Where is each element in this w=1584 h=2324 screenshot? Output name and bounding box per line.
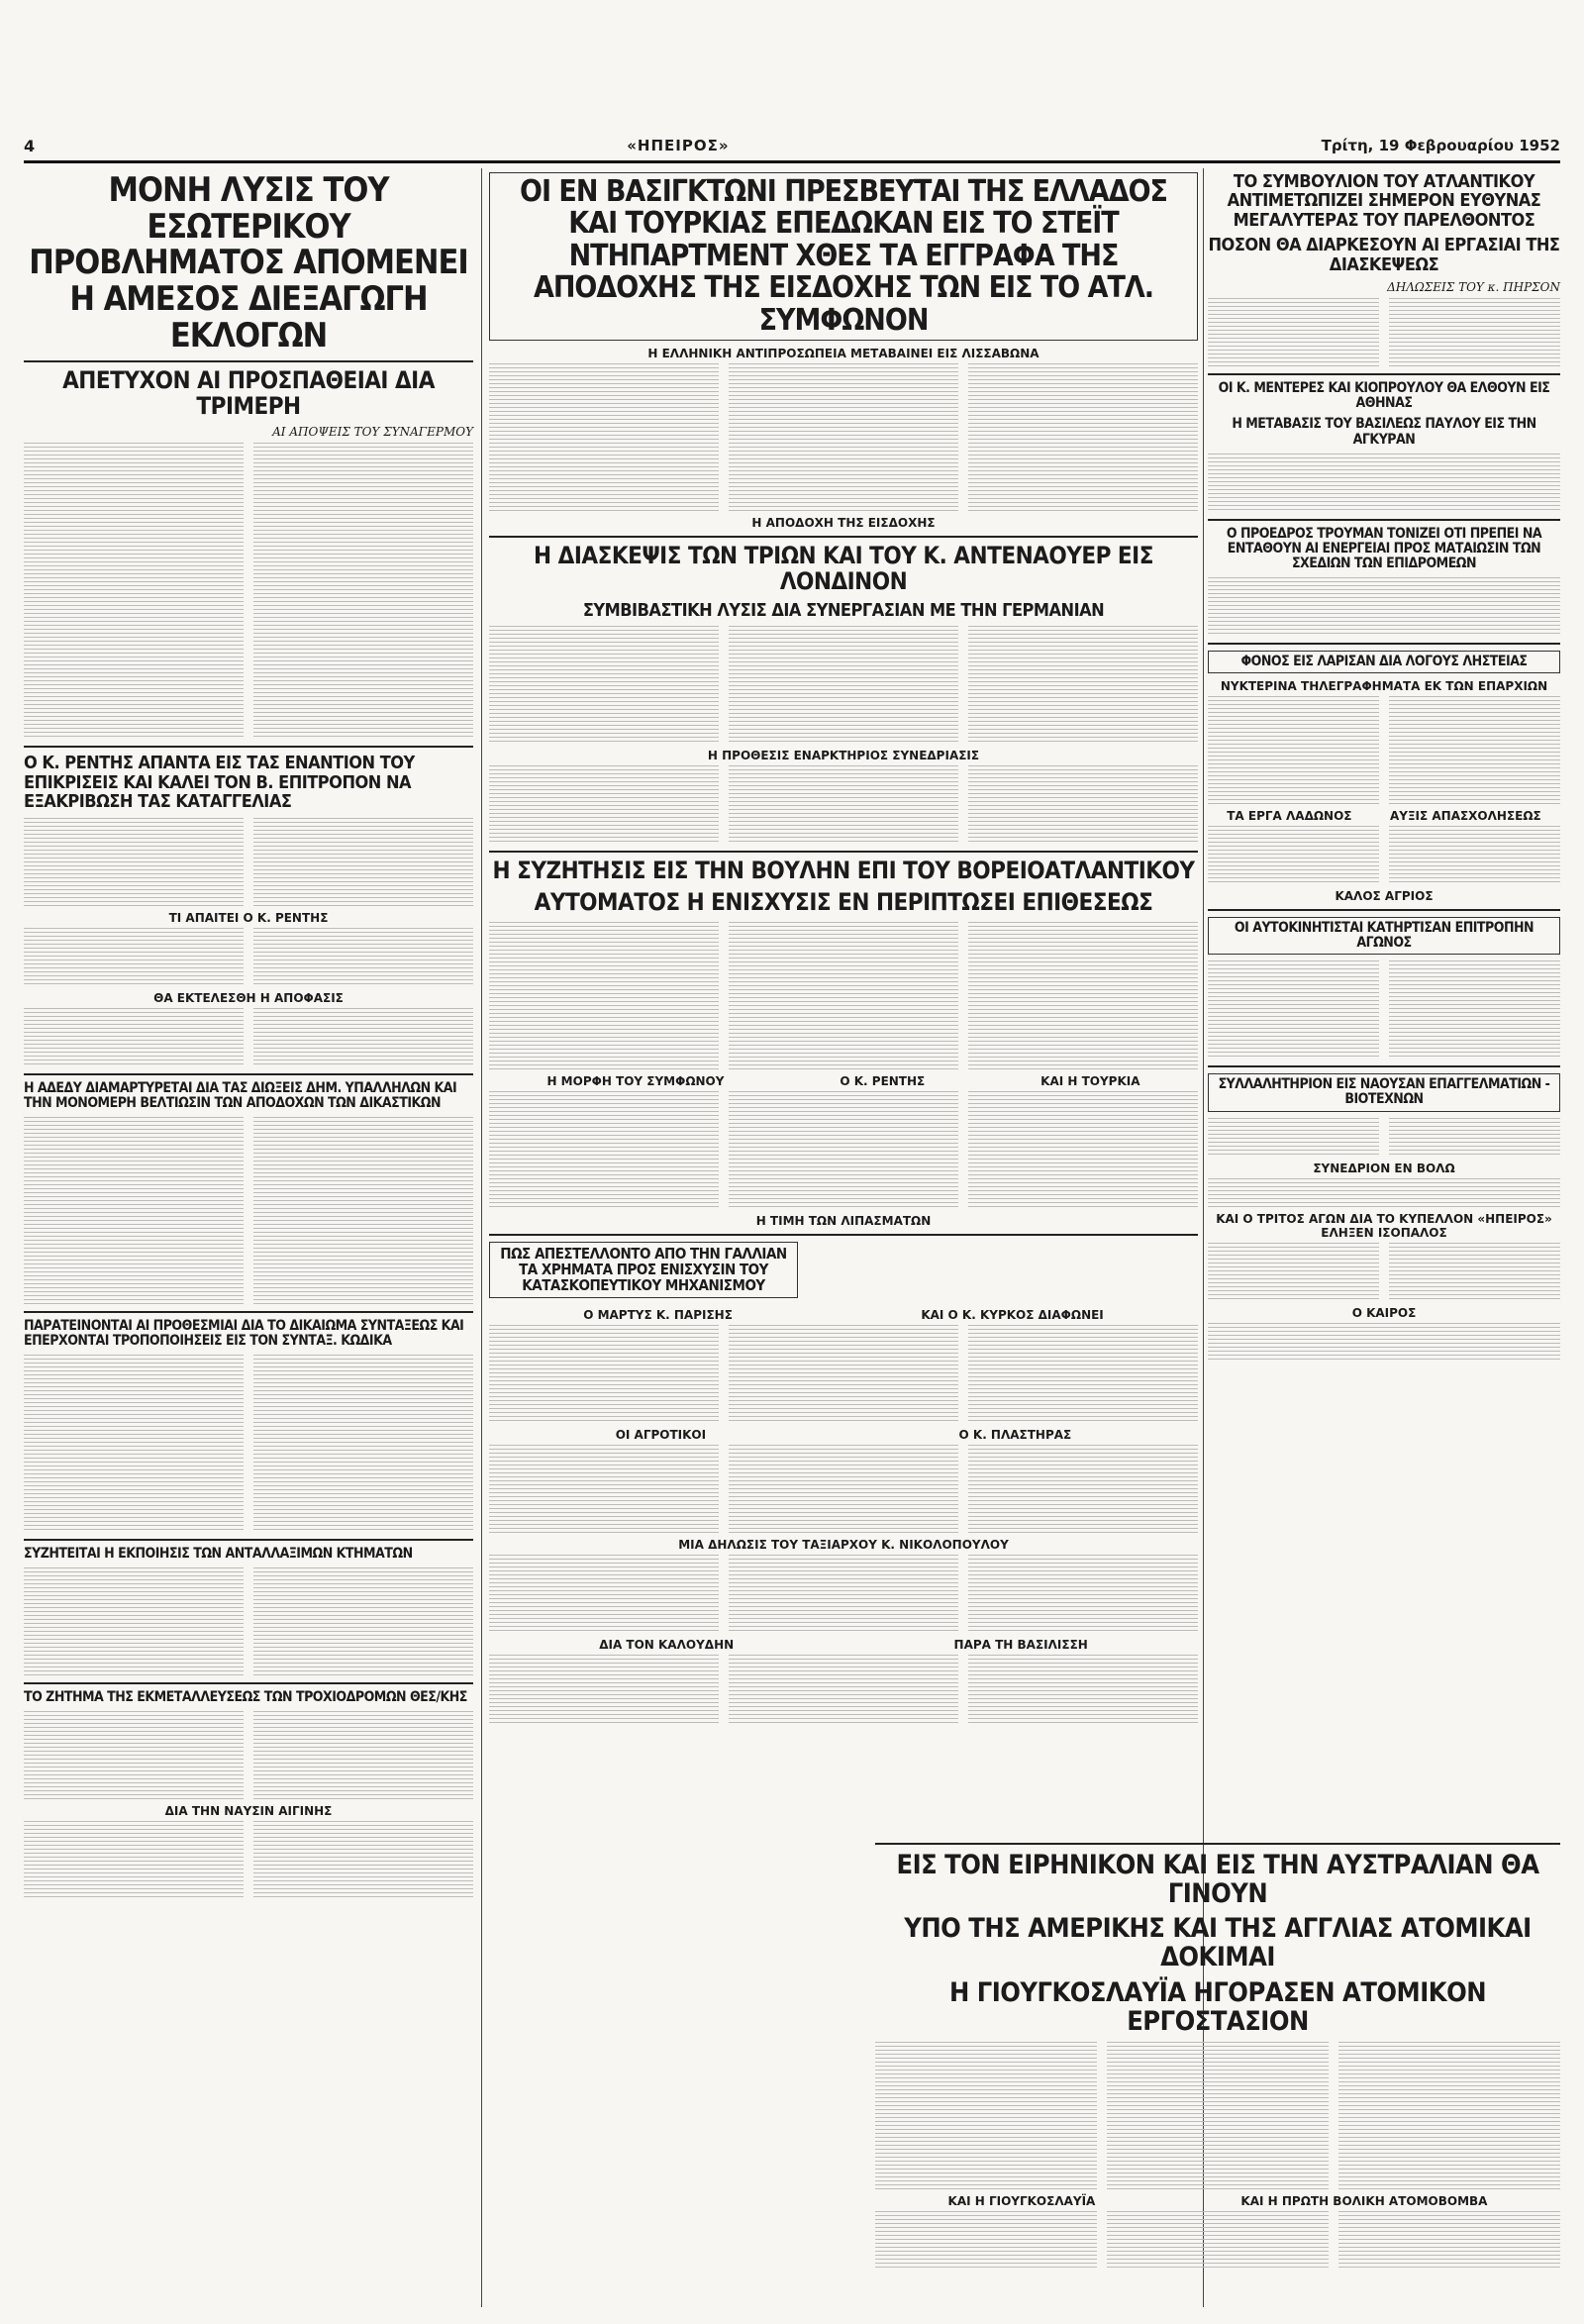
divider — [24, 746, 473, 748]
subheading: Η ΑΠΟΔΟΧΗ ΤΗΣ ΕΙΣΔΟΧΗΣ — [751, 515, 936, 530]
center-column — [489, 168, 1198, 1724]
article-body — [1208, 696, 1560, 805]
article-body — [24, 1008, 473, 1067]
divider — [24, 1311, 473, 1313]
article-body — [1208, 1323, 1560, 1363]
masthead — [24, 131, 1560, 163]
subheading: Η ΠΡΟΘΕΣΙΣ ΕΝΑΡΚΤΗΡΙΟΣ ΣΥΝΕΔΡΙΑΣΙΣ — [707, 749, 980, 763]
subheading: ΠΑΡΑ ΤΗ ΒΑΣΙΛΙΣΣΗ — [953, 1637, 1088, 1652]
subheading: ΚΑΙ Η ΠΡΩΤΗ ΒΟΛΙΚΗ ΑΤΟΜΟΒΟΜΒΑ — [1240, 2193, 1488, 2208]
article-body — [489, 1325, 1198, 1424]
article-body — [489, 626, 1198, 745]
divider — [1208, 373, 1560, 375]
headline: ΤΟ ΣΥΜΒΟΥΛΙΟΝ ΤΟΥ ΑΤΛΑΝΤΙΚΟΥ ΑΝΤΙΜΕΤΩΠΙΖΕΙ ΣΗΜΕΡΟΝ ΕΥΘΥΝΑΣ ΜΕΓΑΛΥΤΕΡΑΣ ΤΟΥ ΠΑΡΕΛΘΟΝΤΟΣ — [1227, 171, 1541, 231]
divider — [1208, 909, 1560, 911]
subheading: ΑΥΞΙΣ ΑΠΑΣΧΟΛΗΣΕΩΣ — [1389, 809, 1541, 824]
subheading: Η ΜΟΡΦΗ ΤΟΥ ΣΥΜΦΩΝΟΥ — [546, 1074, 725, 1089]
article-body — [489, 1445, 1198, 1534]
headline: Η ΜΕΤΑΒΑΣΙΣ ΤΟΥ ΒΑΣΙΛΕΩΣ ΠΑΥΛΟΥ ΕΙΣ ΤΗΝ ΑΓΚΥΡΑΝ — [1232, 416, 1536, 448]
divider — [1208, 1065, 1560, 1067]
subheading: Ο ΚΑΙΡΟΣ — [1351, 1305, 1417, 1320]
headline: ΟΙ ΑΥΤΟΚΙΝΗΤΙΣΤΑΙ ΚΑΤΗΡΤΙΣΑΝ ΕΠΙΤΡΟΠΗΝ ΑΓΩΝΟΣ — [1208, 917, 1560, 955]
headline: ΠΑΡΑΤΕΙΝΟΝΤΑΙ ΑΙ ΠΡΟΘΕΣΜΙΑΙ ΔΙΑ ΤΟ ΔΙΚΑΙΩΜΑ ΣΥΝΤΑΞΕΩΣ ΚΑΙ ΕΠΕΡΧΟΝΤΑΙ ΤΡΟΠΟΠΟΙΗΣΕΙΣ ΕΙΣ ΤΟΝ ΣΥΝΤΑΞ. ΚΩΔΙΚΑ — [24, 1317, 464, 1350]
article-body — [489, 363, 1198, 512]
divider — [489, 1234, 1198, 1236]
article-body — [24, 1711, 473, 1800]
subheading: ΤΙ ΑΠΑΙΤΕΙ Ο Κ. ΡΕΝΤΗΣ — [168, 910, 329, 925]
article-body — [1208, 1118, 1560, 1158]
article-body — [24, 1821, 473, 1900]
article-body — [489, 1655, 1198, 1724]
subheading: ΚΑΙ Ο Κ. ΚΥΡΚΟΣ ΔΙΑΦΩΝΕΙ — [921, 1307, 1104, 1322]
headline: ΣΥΛΛΑΛΗΤΗΡΙΟΝ ΕΙΣ ΝΑΟΥΣΑΝ ΕΠΑΓΓΕΛΜΑΤΙΩΝ - ΒΙΟΤΕΧΝΩΝ — [1208, 1073, 1560, 1111]
divider — [24, 1682, 473, 1684]
subheading: ΤΑ ΕΡΓΑ ΛΑΔΩΝΟΣ — [1227, 809, 1352, 824]
article-body — [875, 2042, 1560, 2190]
divider — [489, 536, 1198, 538]
divider — [489, 851, 1198, 853]
subheading: Ο ΜΑΡΤΥΣ Κ. ΠΑΡΙΣΗΣ — [583, 1307, 733, 1322]
headline: Ο Κ. ΡΕΝΤΗΣ ΑΠΑΝΤΑ ΕΙΣ ΤΑΣ ΕΝΑΝΤΙΟΝ ΤΟΥ ΕΠΙΚΡΙΣΕΙΣ ΚΑΙ ΚΑΛΕΙ ΤΟΝ Β. ΕΠΙΤΡΟΠΟΝ ΝΑ ΕΞΑΚΡΙΒΩΣΗ ΤΑΣ ΚΑΤΑΓΓΕΛΙΑΣ — [24, 753, 415, 813]
article-body — [24, 1117, 473, 1305]
article-body — [1208, 826, 1560, 885]
page-number: 4 — [24, 136, 36, 155]
subheading: ΔΗΛΩΣΕΙΣ ΤΟΥ κ. ΠΗΡΣΟΝ — [1387, 280, 1560, 295]
newspaper-page — [24, 20, 1560, 2307]
subheading: ΚΑΙ Ο ΤΡΙΤΟΣ ΑΓΩΝ ΔΙΑ ΤΟ ΚΥΠΕΛΛΟΝ «ΗΠΕΙΡΟΣ» ΕΛΗΞΕΝ ΙΣΟΠΑΛΟΣ — [1216, 1211, 1552, 1240]
subheading: Ο Κ. ΠΛΑΣΤΗΡΑΣ — [958, 1427, 1072, 1442]
subheading: ΑΙ ΑΠΟΨΕΙΣ ΤΟΥ ΣΥΝΑΓΕΡΜΟΥ — [272, 425, 473, 440]
divider — [875, 1843, 1560, 1845]
article-body — [489, 765, 1198, 845]
article-body — [24, 928, 473, 987]
subheading: Η ΕΛΛΗΝΙΚΗ ΑΝΤΙΠΡΟΣΩΠΕΙΑ ΜΕΤΑΒΑΙΝΕΙ ΕΙΣ ΛΙΣΣΑΒΩΝΑ — [647, 346, 1040, 360]
left-column — [24, 168, 473, 1900]
subheading: ΟΙ ΑΓΡΟΤΙΚΟΙ — [615, 1427, 707, 1442]
headline: ΑΥΤΟΜΑΤΟΣ Η ΕΝΙΣΧΥΣΙΣ ΕΝ ΠΕΡΙΠΤΩΣΕΙ ΕΠΙΘΕΣΕΩΣ — [534, 888, 1153, 917]
headline: ΠΩΣ ΑΠΕΣΤΕΛΛΟΝΤΟ ΑΠΟ ΤΗΝ ΓΑΛΛΙΑΝ ΤΑ ΧΡΗΜΑΤΑ ΠΡΟΣ ΕΝΙΣΧΥΣΙΝ ΤΟΥ ΚΑΤΑΣΚΟΠΕΥΤΙΚΟΥ ΜΗΧΑΝΙΣΜΟΥ — [489, 1242, 798, 1298]
headline: Η ΑΔΕΔΥ ΔΙΑΜΑΡΤΥΡΕΤΑΙ ΔΙΑ ΤΑΣ ΔΙΩΞΕΙΣ ΔΗΜ. ΥΠΑΛΛΗΛΩΝ ΚΑΙ ΤΗΝ ΜΟΝΟΜΕΡΗ ΒΕΛΤΙΩΣΙΝ ΤΩΝ ΑΠΟΔΟΧΩΝ ΤΩΝ ΔΙΚΑΣΤΙΚΩΝ — [24, 1079, 457, 1111]
headline: ΑΠΕΤΥΧΟΝ ΑΙ ΠΡΟΣΠΑΘΕΙΑΙ ΔΙΑ ΤΡΙΜΕΡΗ — [62, 365, 435, 420]
subheading: Η ΤΙΜΗ ΤΩΝ ΛΙΠΑΣΜΑΤΩΝ — [755, 1214, 932, 1229]
headline: Η ΣΥΖΗΤΗΣΙΣ ΕΙΣ ΤΗΝ ΒΟΥΛΗΝ ΕΠΙ ΤΟΥ ΒΟΡΕΙΟΑΤΛΑΝΤΙΚΟΥ — [492, 857, 1195, 885]
article-body — [1208, 577, 1560, 637]
headline: ΠΟΣΟΝ ΘΑ ΔΙΑΡΚΕΣΟΥΝ ΑΙ ΕΡΓΑΣΙΑΙ ΤΗΣ ΔΙΑΣΚΕΨΕΩΣ — [1208, 235, 1560, 275]
article-body — [24, 1567, 473, 1676]
article-body — [489, 922, 1198, 1070]
issue-date: Τρίτη, 19 Φεβρουαρίου 1952 — [1321, 137, 1560, 154]
article-body — [24, 443, 473, 740]
bottom-right-story — [875, 1837, 1560, 2271]
subheading: ΔΙΑ ΤΗΝ ΝΑΥΣΙΝ ΑΙΓΙΝΗΣ — [164, 1804, 333, 1819]
article-body — [489, 1091, 1198, 1210]
subheading: ΔΙΑ ΤΟΝ ΚΑΛΟΥΔΗΝ — [599, 1637, 735, 1652]
headline: ΤΟ ΖΗΤΗΜΑ ΤΗΣ ΕΚΜΕΤΑΛΛΕΥΣΕΩΣ ΤΩΝ ΤΡΟΧΙΟΔΡΟΜΩΝ ΘΕΣ/ΚΗΣ — [24, 1689, 467, 1706]
subheading: ΚΑΙ Η ΓΙΟΥΓΚΟΣΛΑΥΪΑ — [947, 2193, 1096, 2208]
headline: ΣΥΖΗΤΕΙΤΑΙ Η ΕΚΠΟΙΗΣΙΣ ΤΩΝ ΑΝΤΑΛΛΑΞΙΜΩΝ ΚΤΗΜΑΤΩΝ — [24, 1546, 413, 1563]
right-column — [1208, 168, 1560, 1363]
article-body — [1208, 1243, 1560, 1302]
subheading: ΘΑ ΕΚΤΕΛΕΣΘΗ Η ΑΠΟΦΑΣΙΣ — [153, 990, 344, 1005]
paper-name: «ΗΠΕΙΡΟΣ» — [627, 137, 730, 154]
headline: ΣΥΜΒΙΒΑΣΤΙΚΗ ΛΥΣΙΣ ΔΙΑ ΣΥΝΕΡΓΑΣΙΑΝ ΜΕ ΤΗΝ ΓΕΡΜΑΝΙΑΝ — [582, 599, 1105, 621]
article-body — [1208, 960, 1560, 1060]
article-body — [875, 2211, 1560, 2271]
headline: ΕΙΣ ΤΟΝ ΕΙΡΗΝΙΚΟΝ ΚΑΙ ΕΙΣ ΤΗΝ ΑΥΣΤΡΑΛΙΑΝ ΘΑ ΓΙΝΟΥΝ — [896, 1850, 1539, 1910]
headline: ΦΟΝΟΣ ΕΙΣ ΛΑΡΙΣΑΝ ΔΙΑ ΛΟΓΟΥΣ ΛΗΣΤΕΙΑΣ — [1208, 651, 1560, 673]
column-rule — [481, 168, 482, 2307]
article-body — [1208, 1178, 1560, 1208]
article-body — [489, 1555, 1198, 1634]
divider — [24, 360, 473, 362]
subheading: ΚΑΙ Η ΤΟΥΡΚΙΑ — [1040, 1074, 1140, 1089]
divider — [24, 1073, 473, 1075]
article-body — [1208, 298, 1560, 367]
lead-headline: ΟΙ ΕΝ ΒΑΣΙΓΚΤΩΝΙ ΠΡΕΣΒΕΥΤΑΙ ΤΗΣ ΕΛΛΑΔΟΣ ΚΑΙ ΤΟΥΡΚΙΑΣ ΕΠΕΔΩΚΑΝ ΕΙΣ ΤΟ ΣΤΕΪΤ ΝΤΗΠΑΡΤΜΕΝΤ ΧΘΕΣ ΤΑ ΕΓΓΡΑΦΑ ΤΗΣ ΑΠΟΔΟΧΗΣ ΤΗΣ ΕΙΣΔΟΧΗΣ ΤΩΝ ΕΙΣ ΤΟ ΑΤΛ. ΣΥΜΦΩΝΟΝ — [489, 172, 1198, 341]
headline: Η ΔΙΑΣΚΕΨΙΣ ΤΩΝ ΤΡΙΩΝ ΚΑΙ ΤΟΥ Κ. ΑΝΤΕΝΑΟΥΕΡ ΕΙΣ ΛΟΝΔΙΝΟΝ — [534, 541, 1153, 595]
headline: Ο ΠΡΟΕΔΡΟΣ ΤΡΟΥΜΑΝ ΤΟΝΙΖΕΙ ΟΤΙ ΠΡΕΠΕΙ ΝΑ ΕΝΤΑΘΟΥΝ ΑΙ ΕΝΕΡΓΕΙΑΙ ΠΡΟΣ ΜΑΤΑΙΩΣΙΝ ΤΩΝ ΣΧΕΔΙΩΝ ΤΩΝ ΕΠΙΔΡΟΜΕΩΝ — [1226, 525, 1542, 571]
article-body — [1208, 454, 1560, 513]
headline: ΥΠΟ ΤΗΣ ΑΜΕΡΙΚΗΣ ΚΑΙ ΤΗΣ ΑΓΓΛΙΑΣ ΑΤΟΜΙΚΑΙ ΔΟΚΙΜΑΙ — [904, 1913, 1532, 1973]
divider — [24, 1539, 473, 1541]
subheading: ΝΥΚΤΕΡΙΝΑ ΤΗΛΕΓΡΑΦΗΜΑΤΑ ΕΚ ΤΩΝ ΕΠΑΡΧΙΩΝ — [1220, 679, 1548, 694]
headline: ΟΙ Κ. ΜΕΝΤΕΡΕΣ ΚΑΙ ΚΙΟΠΡΟΥΛΟΥ ΘΑ ΕΛΘΟΥΝ ΕΙΣ ΑΘΗΝΑΣ — [1218, 380, 1550, 412]
article-body — [24, 818, 473, 907]
article-body — [24, 1355, 473, 1533]
divider — [1208, 643, 1560, 645]
headline: Η ΓΙΟΥΓΚΟΣΛΑΥΪΑ ΗΓΟΡΑΣΕΝ ΑΤΟΜΙΚΟΝ ΕΡΓΟΣΤΑΣΙΟΝ — [948, 1976, 1487, 2037]
divider — [1208, 519, 1560, 521]
subheading: ΚΑΛΟΣ ΑΓΡΙΟΣ — [1335, 889, 1434, 904]
subheading: Ο Κ. ΡΕΝΤΗΣ — [840, 1074, 926, 1089]
subheading: ΣΥΝΕΔΡΙΟΝ ΕΝ ΒΟΛΩ — [1313, 1161, 1455, 1175]
subheading: ΜΙΑ ΔΗΛΩΣΙΣ ΤΟΥ ΤΑΞΙΑΡΧΟΥ Κ. ΝΙΚΟΛΟΠΟΥΛΟΥ — [678, 1537, 1009, 1552]
headline: ΜΟΝΗ ΛΥΣΙΣ ΤΟΥ ΕΣΩΤΕΡΙΚΟΥ ΠΡΟΒΛΗΜΑΤΟΣ ΑΠΟΜΕΝΕΙ Η ΑΜΕΣΟΣ ΔΙΕΞΑΓΩΓΗ ΕΚΛΟΓΩΝ — [29, 170, 468, 355]
